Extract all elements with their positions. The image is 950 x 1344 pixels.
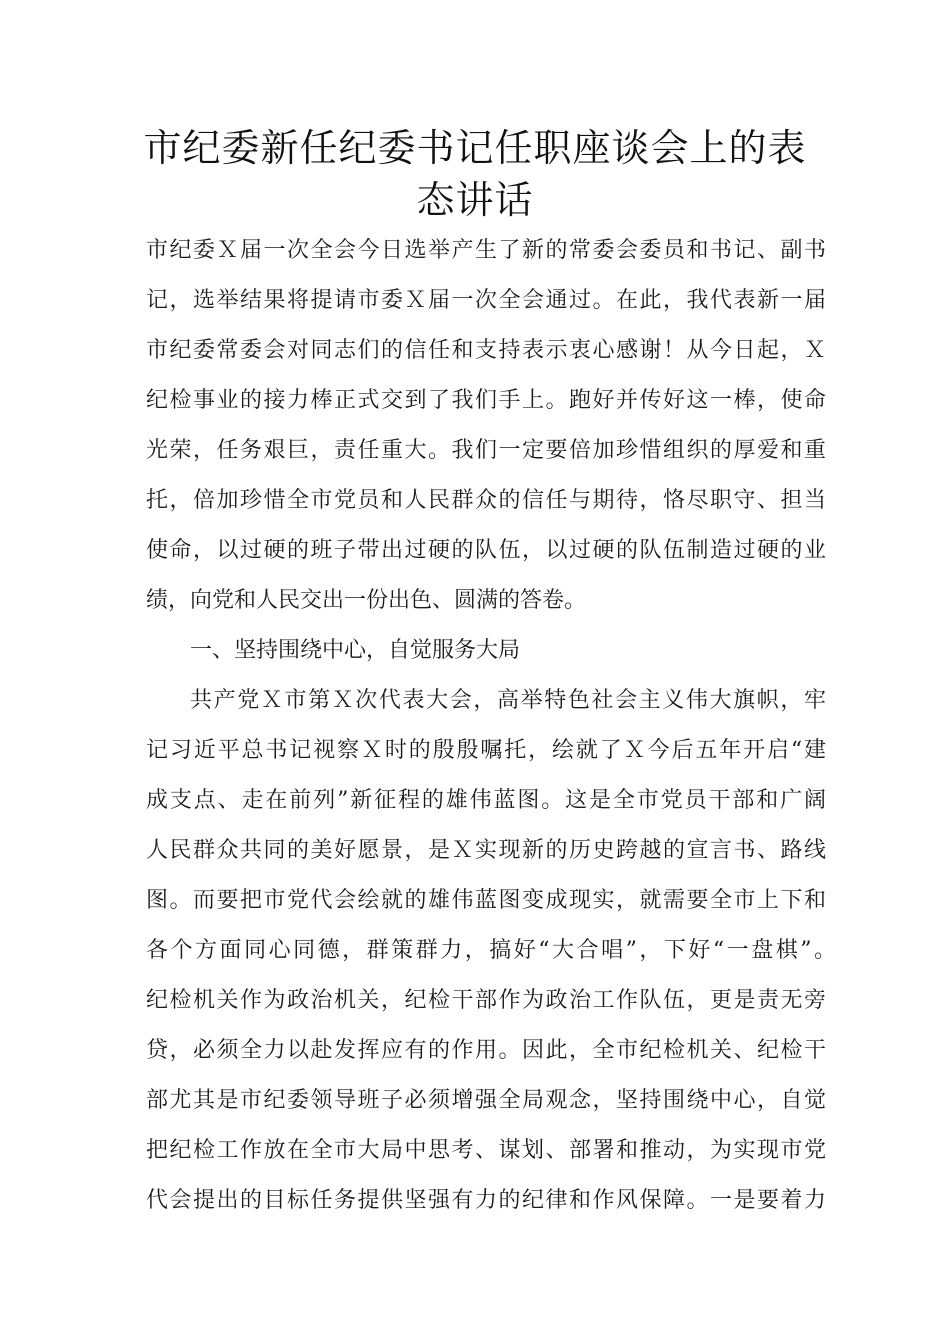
text-line: 代会提出的目标任务提供坚强有力的纪律和作风保障。一是要着力 — [146, 1188, 826, 1213]
text-line: 各个方面同心同德，群策群力，搞好“大合唱”，下好“一盘棋”。 — [146, 938, 836, 963]
section-heading: 一、坚持围绕中心，自觉服务大局 — [190, 638, 521, 663]
title-line-2: 态讲话 — [416, 178, 534, 222]
text-line: 成支点、走在前列”新征程的雄伟蓝图。这是全市党员干部和广阔 — [146, 788, 826, 813]
text-line: 使命，以过硬的班子带出过硬的队伍，以过硬的队伍制造过硬的业 — [146, 538, 826, 563]
text-line: 贷，必须全力以赴发挥应有的作用。因此，全市纪检机关、纪检干 — [146, 1038, 826, 1063]
text-line: 光荣，任务艰巨，责任重大。我们一定要倍加珍惜组织的厚爱和重 — [146, 438, 826, 463]
text-line: 部尤其是市纪委领导班子必须增强全局观念，坚持围绕中心，自觉 — [146, 1088, 826, 1113]
text-line: 记习近平总书记视察Ｘ时的殷殷嘱托，绘就了Ｘ今后五年开启“建 — [146, 738, 826, 763]
title-line-1: 市纪委新任纪委书记任职座谈会上的表 — [143, 126, 807, 170]
text-line: 图。而要把市党代会绘就的雄伟蓝图变成现实，就需要全市上下和 — [146, 888, 826, 913]
document-title — [120, 122, 830, 226]
text-line: 共产党Ｘ市第Ｘ次代表大会，高举特色社会主义伟大旗帜，牢 — [190, 688, 826, 713]
text-line: 纪检机关作为政治机关，纪检干部作为政治工作队伍，更是责无旁 — [146, 988, 826, 1013]
text-line: 把纪检工作放在全市大局中思考、谋划、部署和推动，为实现市党 — [146, 1138, 826, 1163]
text-line: 托，倍加珍惜全市党员和人民群众的信任与期待，恪尽职守、担当 — [146, 488, 826, 513]
text-line: 记，选举结果将提请市委Ｘ届一次全会通过。在此，我代表新一届 — [146, 288, 826, 313]
text-line: 纪检事业的接力棒正式交到了我们手上。跑好并传好这一棒，使命 — [146, 388, 826, 413]
text-line: 绩，向党和人民交出一份出色、圆满的答卷。 — [146, 588, 587, 613]
text-line: 市纪委常委会对同志们的信任和支持表示衷心感谢！从今日起，Ｘ — [146, 338, 826, 363]
text-line: 市纪委Ｘ届一次全会今日选举产生了新的常委会委员和书记、副书 — [146, 238, 826, 263]
text-line: 人民群众共同的美好愿景，是Ｘ实现新的历史跨越的宣言书、路线 — [146, 838, 826, 863]
